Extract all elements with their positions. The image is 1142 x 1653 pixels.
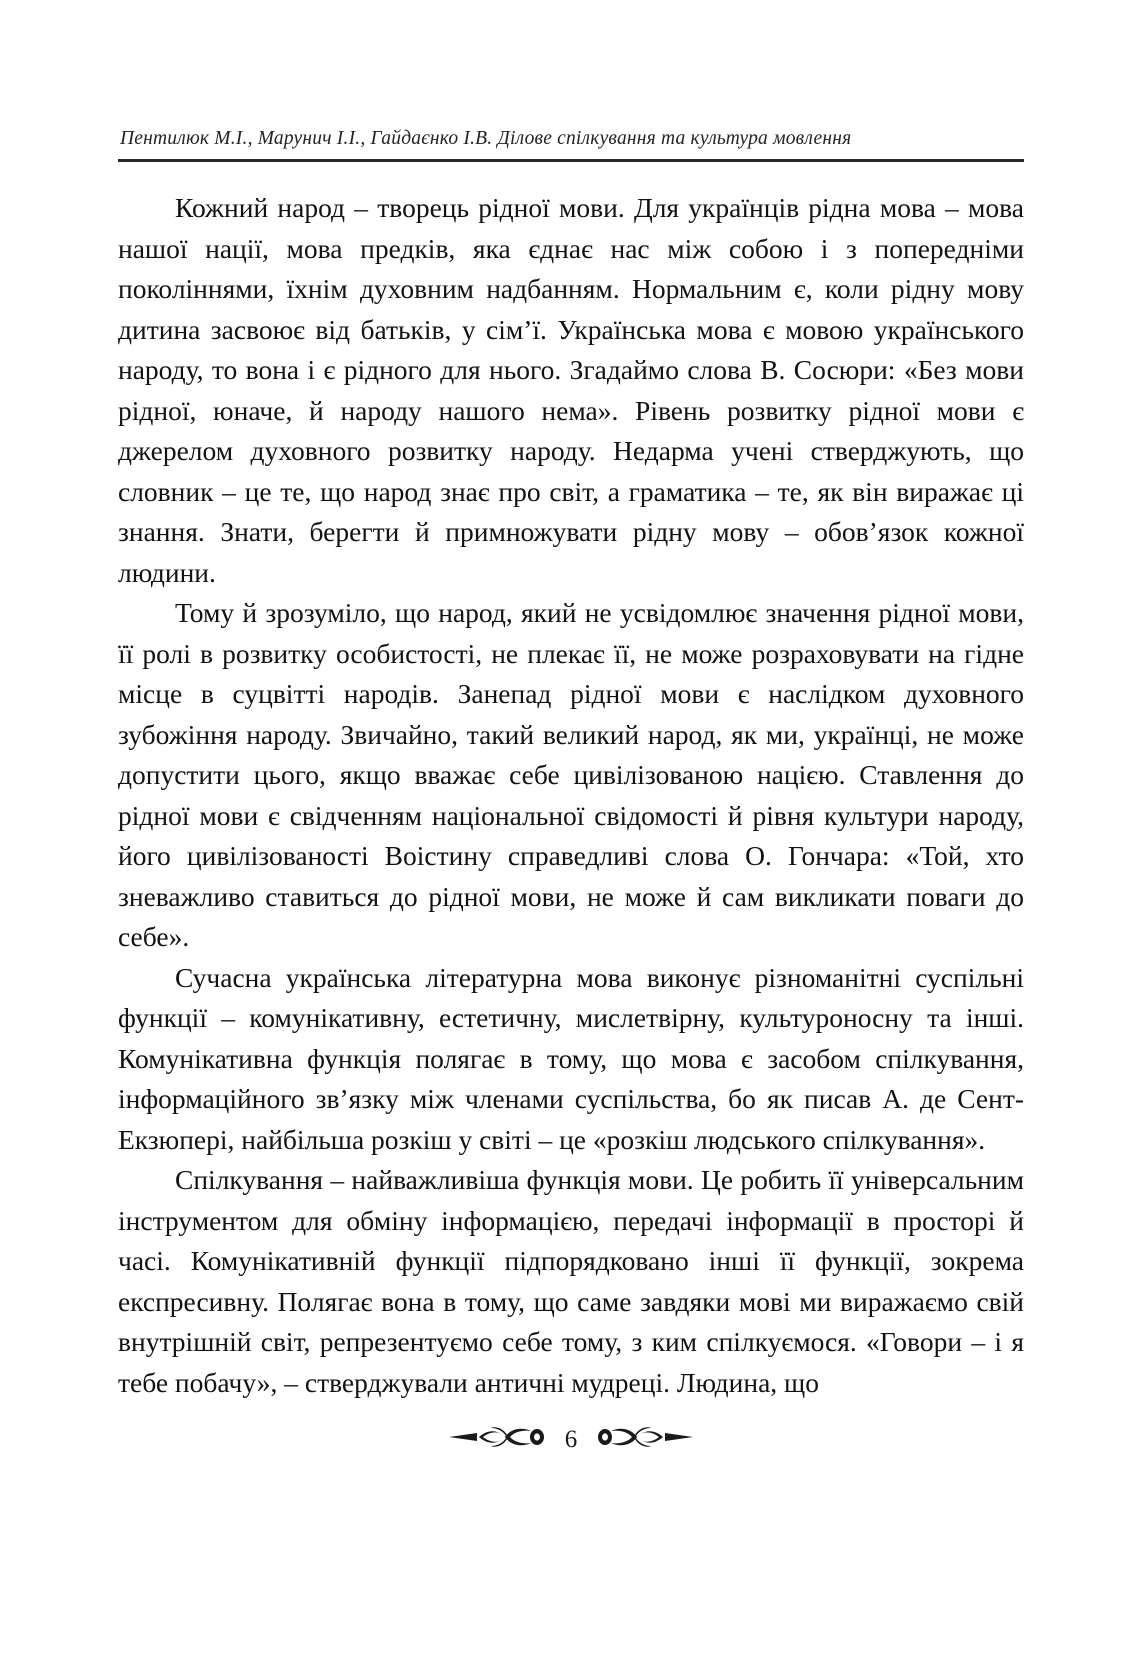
page-number: 6: [564, 1426, 578, 1453]
flourish-ornament-left-icon: [447, 1422, 547, 1457]
paragraph: Кожний народ – творець рідної мови. Для українців рідна мова – мова нашої нації, мова предків, яка єднає нас між собою і з попередніми поколіннями, їхнім духовним надбанням. Нормальним є, коли рідну мову дитина засвоює від батьків, у сім’ї. Українська мова є мовою українського народу, то вона і є рідного для нього. Згадаймо слова В. Сосюри: «Без мови рідної, юначе, й народу нашого нема». Рівень розвитку рідної мови є джерелом духовного розвитку народу. Недарма учені стверджують, що словник – це те, що народ знає про світ, а граматика – те, як він виражає ці знання. Знати, берегти й примножувати рідну мову – обов’язок кожної людини.: [118, 192, 1024, 588]
paragraph: Сучасна українська літературна мова виконує різноманітні суспільні функції – комунікативну, естетичну, мислетвірну, культуроносну та інші. Комунікативна функція полягає в тому, що мова є засобом спілкування, інформаційного зв’язку між членами суспільства, бо як писав А. де Сент-Екзюпері, найбільша розкіш у світі – це «розкіш людського спілкування».: [118, 961, 1024, 1155]
body-text: [118, 188, 1024, 1403]
page-content: [118, 128, 1024, 1403]
paragraph: Спілкування – найважливіша функція мови. Це робить її універсальним інструментом для обміну інформацією, передачі інформації в просторі й часі. Комунікативній функції підпорядковано інші її функції, зокрема експресивну. Полягає вона в тому, що саме завдяки мові ми виражаємо свій внутрішній світ, репрезентуємо себе тому, з ким спілкуємося. «Говори – і я тебе побачу», – стверджували античні мудреці. Людина, що: [118, 1164, 1024, 1398]
header-rule: [118, 159, 1024, 162]
flourish-ornament-right-icon: [595, 1422, 695, 1457]
page-footer: [0, 1422, 1142, 1457]
running-head: Пентилюк М.І., Марунич І.І., Гайдаєнко І.В. Ділове спілкування та культура мовлення: [120, 128, 852, 149]
paragraph: Тому й зрозуміло, що народ, який не усвідомлює значення рідної мови, її ролі в розвитку особистості, не плекає її, не може розраховувати на гідне місце в суцвітті народів. Занепад рідної мови є наслідком духовного зубожіння народу. Звичайно, такий великий народ, як ми, українці, не може допустити цього, якщо вважає себе цивілізованою нацією. Ставлення до рідної мови є свідченням національної свідомості й рівня культури народу, його цивілізованості Воістину справедливі слова О. Гончара: «Той, хто зневажливо ставиться до рідної мови, не може й сам викликати поваги до себе».: [118, 597, 1024, 952]
